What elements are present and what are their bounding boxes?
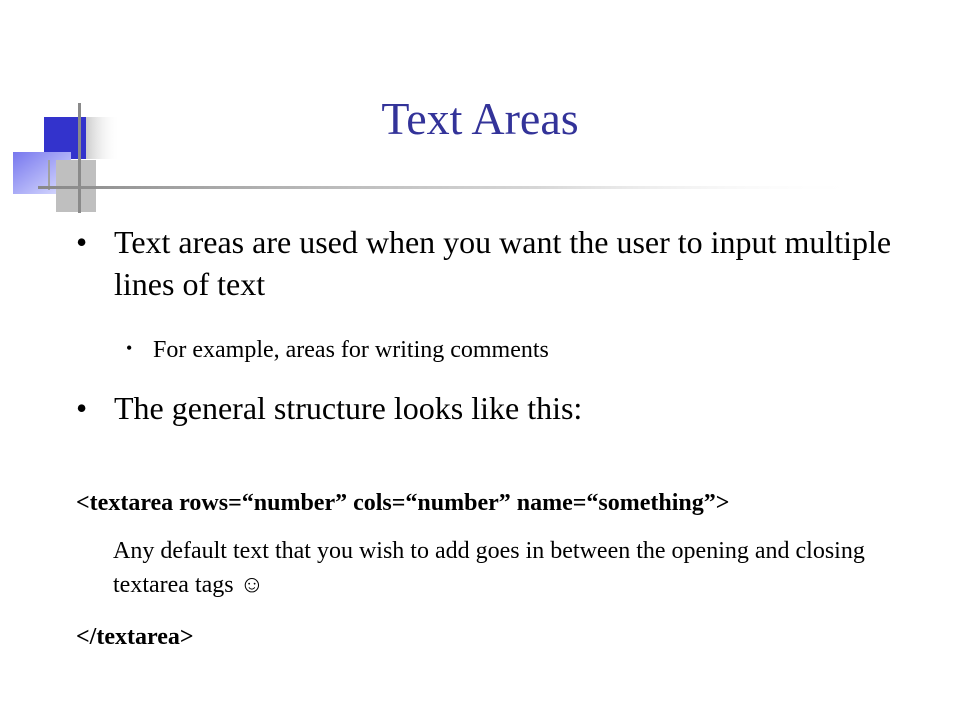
sub-bullet-dot: • — [126, 338, 133, 358]
bullet-dot: • — [76, 390, 88, 426]
slide-title: Text Areas — [381, 93, 579, 144]
bullet-text: The general structure looks like this: — [114, 390, 583, 426]
deco-vline-2 — [48, 160, 50, 190]
bullet-dot: • — [76, 224, 88, 260]
bullet-text: Text areas are used when you want the user to input multiple lines of text — [114, 224, 892, 302]
title-underline — [38, 186, 868, 189]
bullet-item — [76, 222, 936, 305]
bullet-item — [76, 388, 936, 430]
code-body-text: Any default text that you wish to add goes in between the opening and closing textarea tags ☺ — [113, 538, 865, 598]
sub-bullet-text: For example, areas for writing comments — [153, 337, 549, 363]
code-open-tag: <textarea rows=“number” cols=“number” name=“something”> — [76, 490, 730, 516]
sub-bullet-item — [126, 335, 549, 366]
code-close-tag: </textarea> — [76, 624, 194, 650]
